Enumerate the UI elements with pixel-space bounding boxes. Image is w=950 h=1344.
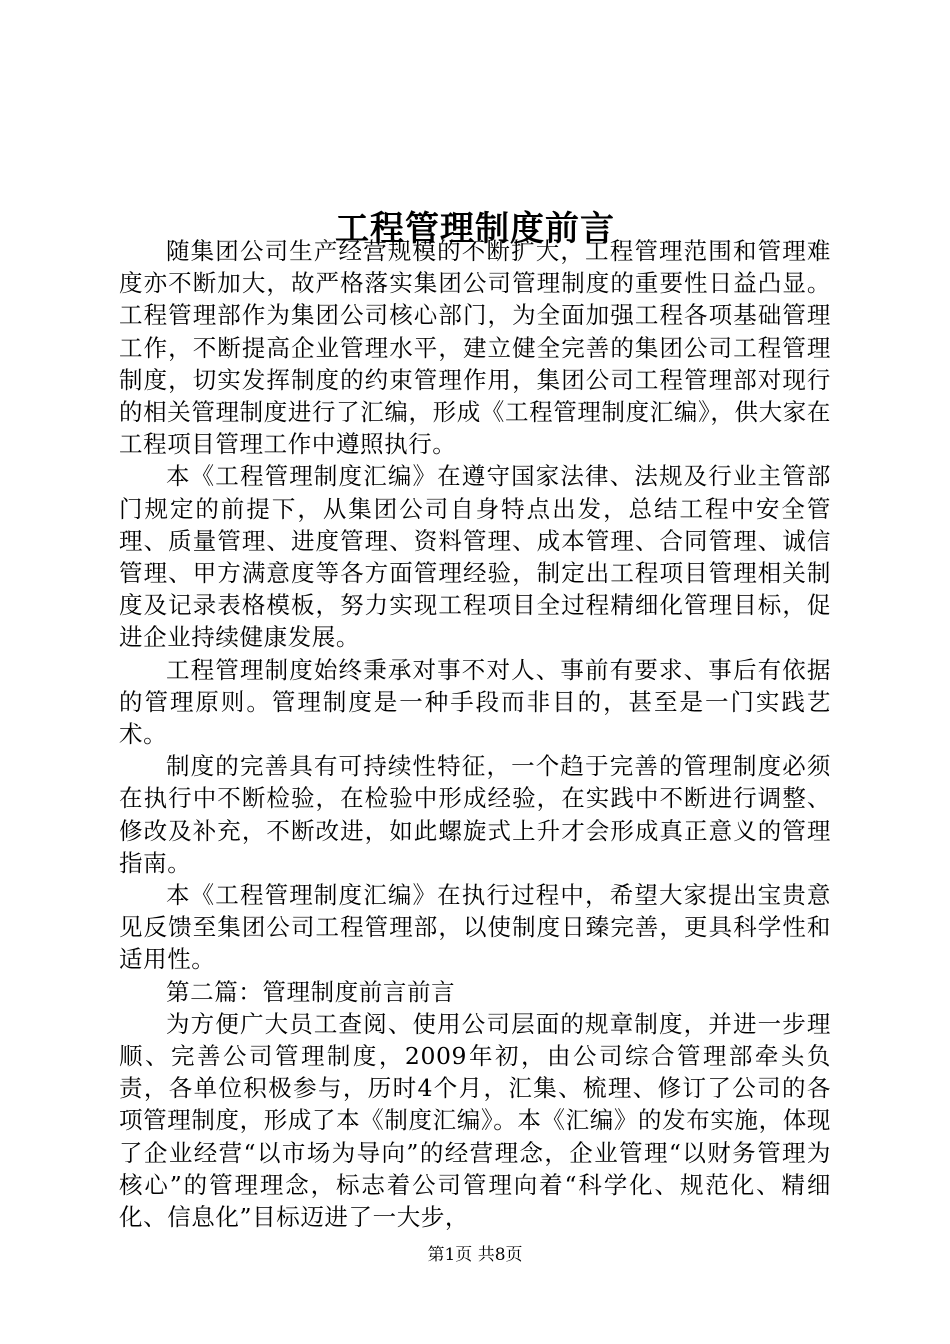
- paragraph: 随集团公司生产经营规模的不断扩大，工程管理范围和管理难度亦不断加大，故严格落实集团公司管理制度的重要性日益凸显。工程管理部作为集团公司核心部门，为全面加强工程各项基础管理工作，不断提高企业管理水平，建立健全完善的集团公司工程管理制度，切实发挥制度的约束管理作用，集团公司工程管理部对现行的相关管理制度进行了汇编，形成《工程管理制度汇编》，供大家在工程项目管理工作中遵照执行。: [119, 237, 831, 459]
- paragraph: 工程管理制度始终秉承对事不对人、事前有要求、事后有依据的管理原则。管理制度是一种手段而非目的，甚至是一门实践艺术。: [119, 655, 831, 749]
- paragraph: 制度的完善具有可持续性特征，一个趋于完善的管理制度必须在执行中不断检验，在检验中形成经验，在实践中不断进行调整、修改及补充，不断改进，如此螺旋式上升才会形成真正意义的管理指南。: [119, 752, 831, 877]
- paragraph: 本《工程管理制度汇编》在遵守国家法律、法规及行业主管部门规定的前提下，从集团公司自身特点出发，总结工程中安全管理、质量管理、进度管理、资料管理、成本管理、合同管理、诚信管理、甲方满意度等各方面管理经验，制定出工程项目管理相关制度及记录表格模板，努力实现工程项目全过程精细化管理目标，促进企业持续健康发展。: [119, 462, 831, 652]
- page-footer: 第1页 共8页: [427, 1245, 523, 1265]
- paragraph: 本《工程管理制度汇编》在执行过程中，希望大家提出宝贵意见反馈至集团公司工程管理部，以使制度日臻完善，更具科学性和适用性。: [119, 881, 831, 974]
- document-body: [119, 235, 831, 1233]
- document-title: 工程管理制度前言: [335, 208, 615, 249]
- section-heading: 第二篇：管理制度前言前言: [166, 977, 456, 1006]
- paragraph: 为方便广大员工查阅、使用公司层面的规章制度，并进一步理顺、完善公司管理制度，2009年初，由公司综合管理部牵头负责，各单位积极参与，历时4个月，汇集、梳理、修订了公司的各项管理制度，形成了本《制度汇编》。本《汇编》的发布实施，体现了企业经营“以市场为导向”的经营理念，企业管理“以财务管理为核心”的管理理念，标志着公司管理向着“科学化、规范化、精细化、信息化”目标迈进了一大步，: [119, 1009, 831, 1232]
